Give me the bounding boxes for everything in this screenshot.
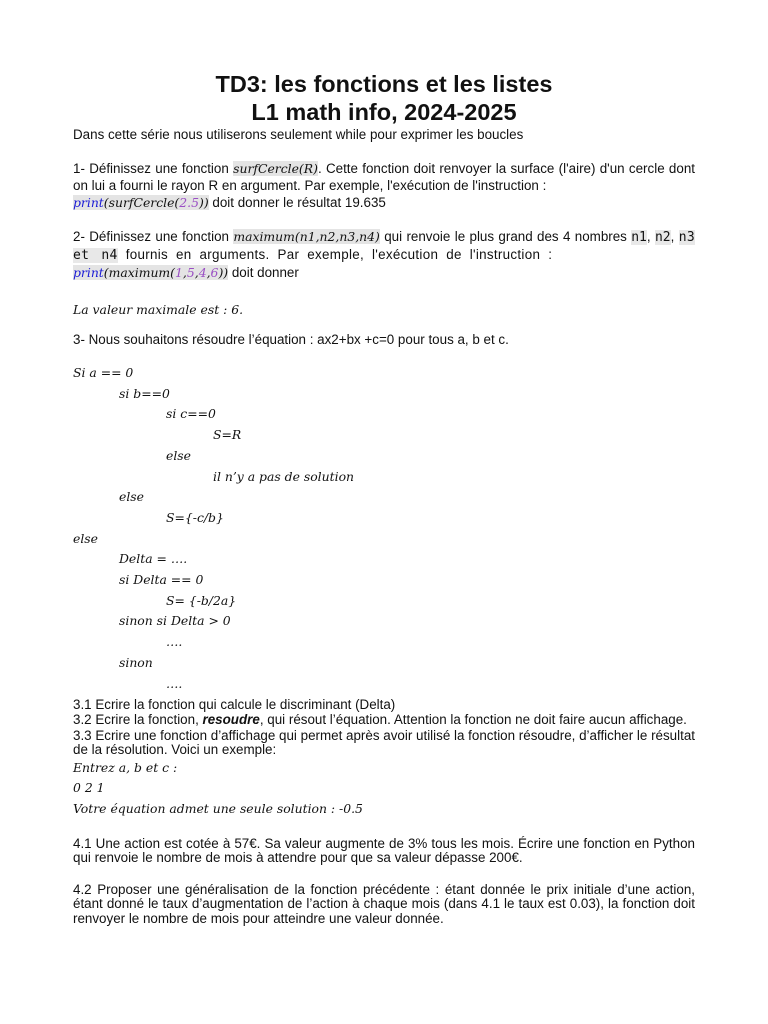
question-3-3: 3.3 Ecrire une fonction d’affichage qui permet après avoir utilisé la fonction résoudre, d’afficher le résultat de la résolution. Voici un exemple:: [73, 727, 695, 758]
question-2-text: 2- Définissez une fonction maximum(n1,n2,n3,n4) qui renvoie le plus grand des 4 nombres n1, n2, n3 et n4 fournis en arguments. Par exemple, l'exécution de l'instruction :: [73, 229, 695, 263]
document-title: [73, 70, 695, 126]
algorithm-line: S=R: [213, 427, 242, 443]
function-signature: surfCercle(R): [233, 161, 318, 176]
example-line-1: Entrez a, b et c :: [73, 759, 178, 775]
document-page: [73, 70, 695, 926]
question-2-example: print(maximum(1,5,4,6)) doit donner: [73, 265, 299, 280]
title-line-2: L1 math info, 2024-2025: [251, 99, 517, 125]
algorithm-line: si Delta == 0: [119, 572, 204, 588]
question-1-text: 1- Définissez une fonction surfCercle(R). Cette fonction doit renvoyer la surface (l'aire) d'un cercle dont on lui a fourni le rayon R en argument. Par exemple, l'exécution de l'instruction :: [73, 161, 695, 193]
question-4-1: 4.1 Une action est cotée à 57€. Sa valeur augmente de 3% tous les mois. Écrire une fonction en Python qui renvoie le nombre de mois à attendre pour que sa valeur dépasse 200€.: [73, 835, 695, 866]
example-line-3: Votre équation admet une seule solution : -0.5: [73, 801, 363, 817]
title-line-1: TD3: les fonctions et les listes: [215, 71, 553, 97]
algorithm-line: si b==0: [119, 385, 170, 401]
algorithm-line: else: [119, 489, 144, 505]
algorithm-line: else: [73, 530, 98, 546]
question-3-2: 3.2 Ecrire la fonction, resoudre, qui résout l’équation. Attention la fonction ne doit faire aucun affichage.: [73, 712, 687, 728]
intro-text: Dans cette série nous utiliserons seulement while pour exprimer les boucles: [73, 127, 524, 142]
algorithm-line: sinon: [119, 654, 153, 670]
algorithm-line: else: [166, 447, 191, 463]
algorithm-line: S= {-b/2a}: [166, 592, 237, 608]
question-4-2: 4.2 Proposer une généralisation de la fonction précédente : étant donnée le prix initiale d’une action, étant donné le taux d’augmentation de l’action à chaque mois (dans 4.1 le taux est 0.03), la fonction doit renvoyer le nombre de mois pour atteindre une valeur donnée.: [73, 881, 695, 926]
question-3-intro: 3- Nous souhaitons résoudre l’équation : ax2+bx +c=0 pour tous a, b et c.: [73, 332, 509, 347]
code-print: print: [73, 265, 104, 280]
algorithm-block: [73, 363, 695, 694]
algorithm-line: sinon si Delta > 0: [119, 613, 231, 629]
question-1: [73, 160, 695, 211]
algorithm-line: si c==0: [166, 406, 216, 422]
question-1-example: print(surfCercle(2.5)) doit donner le résultat 19.635: [73, 195, 386, 210]
algorithm-line: Delta = ….: [119, 551, 188, 567]
algorithm-line: ….: [166, 634, 183, 650]
question-3-1: 3.1 Ecrire la fonction qui calcule le discriminant (Delta): [73, 697, 396, 713]
example-line-2: 0 2 1: [73, 780, 105, 796]
algorithm-line: Si a == 0: [73, 365, 134, 380]
question-3: [73, 331, 695, 820]
question-2: [73, 228, 695, 322]
algorithm-line: il n’y a pas de solution: [213, 468, 355, 484]
algorithm-line: S={-c/b}: [166, 509, 224, 525]
algorithm-line: ….: [166, 675, 183, 691]
code-print: print: [73, 195, 104, 210]
question-2-output: La valeur maximale est : 6.: [73, 302, 244, 317]
function-signature: maximum(n1,n2,n3,n4): [233, 229, 380, 244]
